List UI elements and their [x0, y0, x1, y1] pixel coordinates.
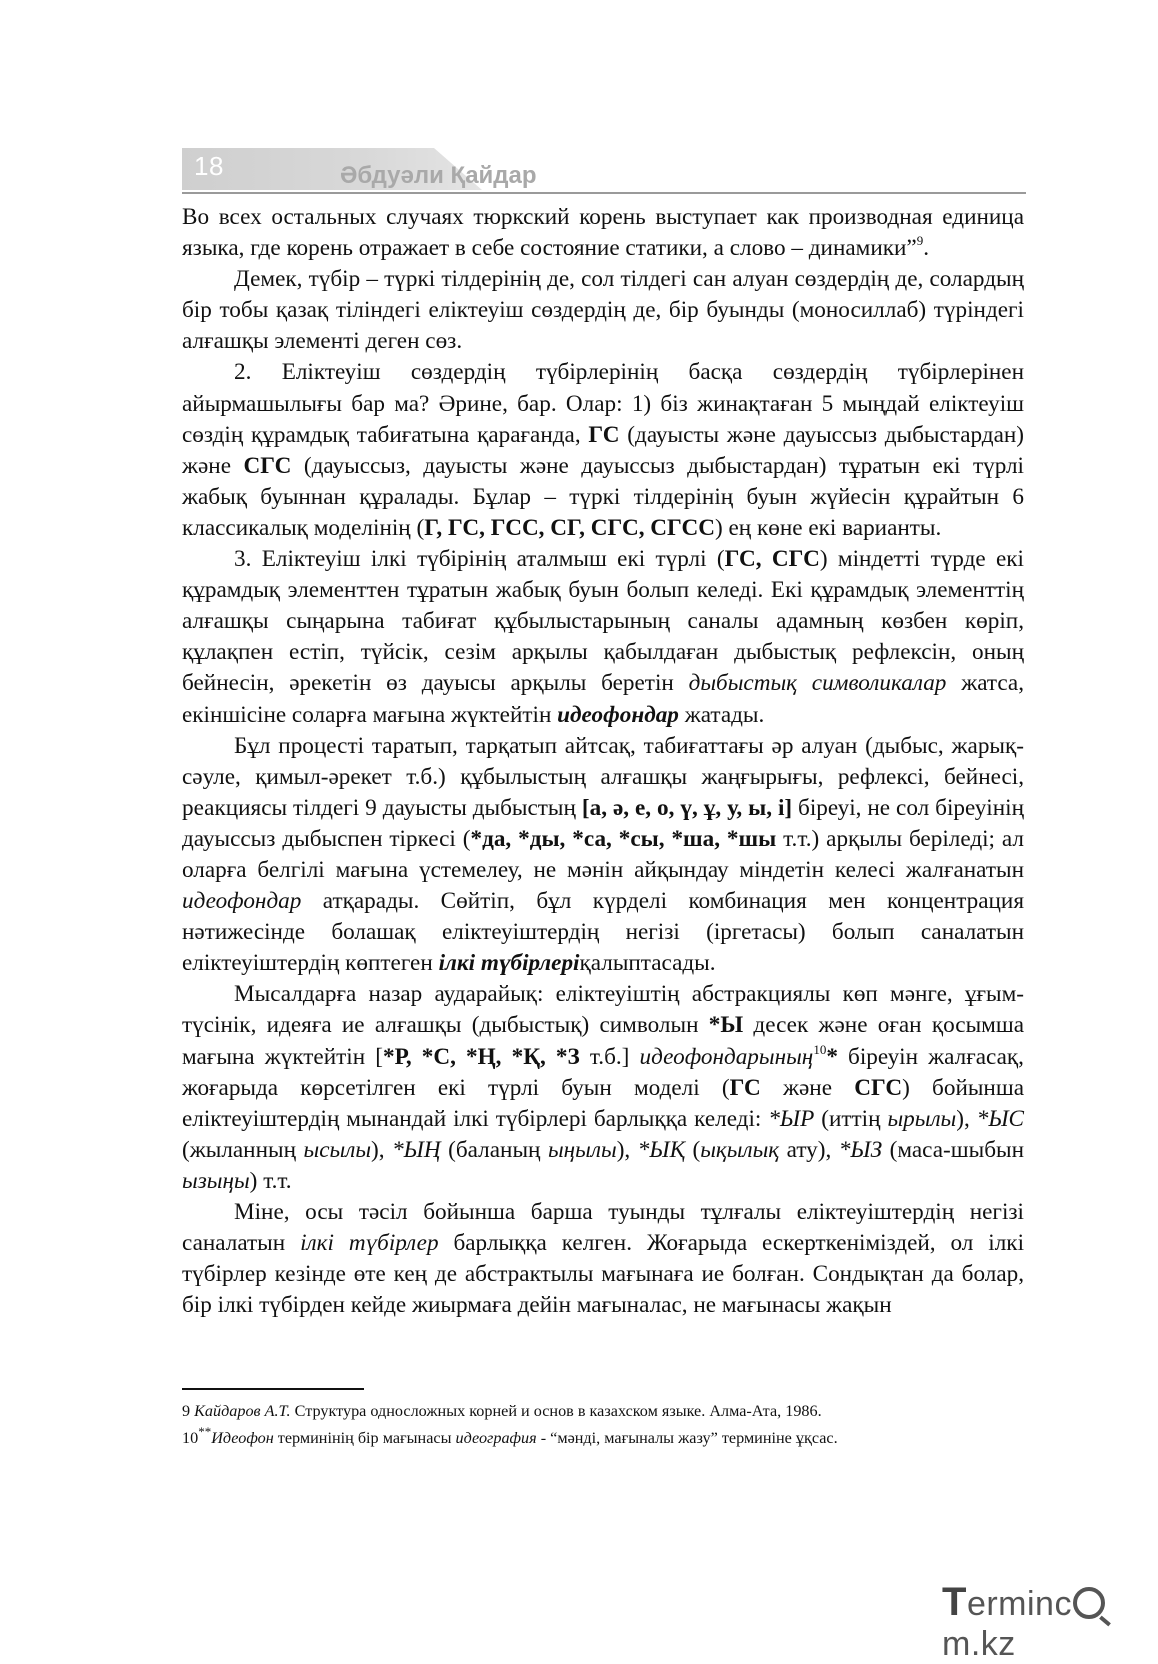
text-run: - “мәнді, мағыналы жазу” терминіне ұқсас.	[536, 1429, 838, 1447]
text-run: ілкі түбірлері	[438, 950, 580, 977]
text-run: (дауысты және дауыссыз дыбыстардан) және	[182, 421, 1024, 479]
text-run: *ЫР	[768, 1105, 815, 1132]
text-run: Г, ГС, ГСС, СГ, СГС, СГСС	[424, 514, 715, 541]
text-run: ыңылы	[547, 1136, 617, 1163]
text-run: ),	[956, 1105, 977, 1132]
text-run: ырылы	[887, 1105, 957, 1132]
text-run: [а, ә, е, о, ү, ұ, у, ы, і]	[581, 794, 793, 821]
text-run: СГС	[854, 1074, 903, 1101]
page-number: 18	[194, 151, 224, 181]
text-run: Кайдаров А.Т.	[194, 1402, 291, 1420]
text-run: ГС	[588, 421, 620, 448]
text-run: ызыңы	[182, 1167, 250, 1194]
text-run: *ЫҢ	[392, 1136, 441, 1163]
text-run: (жыланның	[182, 1136, 304, 1163]
text-run: 3. Еліктеуіш ілкі түбірінің аталмыш екі түрлі (	[234, 546, 725, 573]
text-run: 10	[182, 1429, 199, 1447]
text-run: (иттің	[814, 1105, 888, 1132]
text-run: Во всех остальных случаях тюркский корень выступает как производная единица языка, где корень отражает в себе состояние статики, а слово – динамики”	[182, 204, 1024, 262]
paragraph	[182, 202, 1024, 264]
paragraph	[182, 357, 1024, 544]
watermark-tail: m.kz	[942, 1625, 1016, 1663]
text-run: Міне, осы тәсіл бойынша барша туынды тұлғалы еліктеуіштердің негізі саналатын	[182, 1199, 1024, 1257]
footnotes	[182, 1398, 1024, 1452]
text-run: идеография	[455, 1429, 537, 1447]
text-run: Идеофон	[211, 1429, 274, 1447]
text-run: десек және оған қосымша мағына жүктейтін [	[182, 1012, 1024, 1070]
text-run: т.б.]	[579, 1043, 640, 1070]
watermark-mid: erminc	[966, 1585, 1072, 1623]
footnote	[182, 1398, 1024, 1425]
paragraph	[182, 264, 1024, 357]
text-run: ),	[616, 1136, 638, 1163]
text-run: біреуі, не сол біреуінің дауыссыз дыбыспен тіркесі (	[182, 794, 1024, 852]
footnote-rule	[182, 1388, 364, 1390]
text-run: *Ы	[708, 1012, 744, 1039]
text-run: ),	[371, 1136, 393, 1163]
watermark-logo	[942, 1580, 1158, 1664]
text-run: атқарады. Сөйтіп, бұл күрделі комбинация мен концентрация нәтижесінде болашақ еліктеуіштердің негізі (іргетасы) болып саналатын еліктеуіштердің көптеген	[182, 888, 1024, 977]
footnote-reference: 10	[813, 1041, 827, 1057]
text-run: ) ең көне екі варианты.	[714, 514, 942, 541]
paragraph	[182, 544, 1024, 731]
text-run: ) бойынша еліктеуіштердің мынандай ілкі түбірлері барлыққа келеді:	[182, 1074, 1024, 1132]
text-run: Бұл процесті таратып, тарқатып айтсақ, табиғаттағы әр алуан (дыбыс, жарық-сәуле, қимыл-әрекет т.б.) құбылыстың алғашқы жаңғырығы, рефлексі, бейнесі, реакциясы тілдегі 9 дауысты дыбыстың	[182, 732, 1024, 821]
text-run: 2. Еліктеуіш сөздердің түбірлерінің басқа сөздердің түбірлерінен айырмашылығы бар ма? Әрине, бар. Олар: 1) біз жинақтаған 5 мыңдай еліктеуіш сөздің құрамдық табиғатына қарағанда,	[182, 359, 1024, 448]
text-run: ілкі түбірлер	[300, 1230, 439, 1257]
text-run: Демек, түбір – түркі тілдерінің де, сол тілдегі сан алуан сөздердің де, солардың бір тобы қазақ тіліндегі еліктеуіш сөздердің де, бір буынды (моносиллаб) түріндегі алғашқы элементі деген сөз.	[182, 266, 1024, 355]
paragraph	[182, 1197, 1024, 1321]
text-run: Структура односложных корней и основ в казахском языке. Алма-Ата, 1986.	[290, 1402, 822, 1420]
magnifier-icon	[1073, 1587, 1105, 1619]
body-text	[182, 202, 1024, 1321]
text-run: барлыққа келген. Жоғарыда ескерткеніміздей, ол ілкі түбірлер кезінде өте кең де абстрактылы мағынаға ие болған. Сондықтан да болар, бір ілкі түбірден кейде жиырмаға дейін мағыналас, не мағынасы жақын	[182, 1230, 1025, 1319]
header-rule	[182, 192, 1026, 194]
page-header	[182, 148, 1026, 194]
text-run: идеофондар	[182, 888, 302, 915]
text-run: СГС	[243, 452, 292, 479]
text-run: ысылы	[303, 1136, 372, 1163]
running-head-author: Әбдуәли Қайдар	[340, 162, 537, 189]
text-run: *	[826, 1043, 838, 1070]
text-run: *ЫС	[976, 1105, 1025, 1132]
text-run: (	[684, 1136, 701, 1163]
text-run: қалыптасады.	[579, 950, 716, 977]
footnote-reference: 9	[916, 233, 924, 249]
text-run: идеофондар	[557, 701, 679, 728]
text-run: *да, *ды, *са, *сы, *ша, *шы	[470, 825, 777, 852]
text-run: ГС, СГС	[724, 546, 820, 573]
paragraph	[182, 979, 1024, 1197]
text-run: .	[923, 235, 929, 262]
text-run: және	[760, 1074, 855, 1101]
text-run: *Р, *С, *Ң, *Қ, *З	[382, 1043, 580, 1070]
text-run: терминінің бір мағынасы	[273, 1429, 456, 1447]
text-run: *ЫЗ	[838, 1136, 883, 1163]
text-run: (баланың	[440, 1136, 548, 1163]
text-run: *ЫҚ	[637, 1136, 685, 1163]
text-run: ГС	[729, 1074, 761, 1101]
footnote-reference: **	[198, 1423, 212, 1439]
text-run: біреуін жалғасақ, жоғарыда көрсетілген екі түрлі буын моделі (	[182, 1043, 1024, 1101]
text-run: ату),	[779, 1136, 839, 1163]
text-run: жатады.	[678, 701, 765, 728]
text-run: Мысалдарға назар аударайық: еліктеуіштің абстракциялы көп мәнге, ұғым-түсінік, идеяға ие алғашқы (дыбыстық) символын	[182, 981, 1024, 1039]
text-run: т.т.) арқылы беріледі; ал оларға белгілі мағына үстемелеу, не мәнін айқындау міндетін келесі жалғанатын	[182, 825, 1024, 883]
text-run: дыбыстық символикалар	[688, 670, 947, 697]
text-run: ) т.т.	[249, 1167, 292, 1194]
paragraph	[182, 731, 1024, 980]
text-run: идеофондарының	[639, 1043, 814, 1070]
text-run: ) міндетті түрде екі құрамдық элементтен тұратын жабық буын болып келеді. Екі құрамдық элементтің алғашқы сыңарына табиғат құбылыстарының саналы адамның көзбен көріп, құлақпен естіп, түйсік, сезім арқылы қабылдаған дыбыстық рефлексін, оның бейнесін, әрекетін өз дауысы арқылы беретін	[182, 546, 1024, 697]
text-run: (маса-шыбын	[882, 1136, 1024, 1163]
footnote	[182, 1425, 1024, 1452]
text-run: (дауыссыз, дауысты және дауыссыз дыбыстардан) тұратын екі түрлі жабық буыннан құралады. Бұлар – түркі тілдерінің буын жүйесін құрайтын 6 классикалық моделінің (	[182, 452, 1024, 541]
text-run: 9	[182, 1402, 195, 1420]
text-run: ықылық	[700, 1136, 780, 1163]
watermark-lead: T	[942, 1580, 967, 1624]
text-run: жатса, екіншісіне соларға мағына жүктейтін	[182, 670, 1024, 728]
